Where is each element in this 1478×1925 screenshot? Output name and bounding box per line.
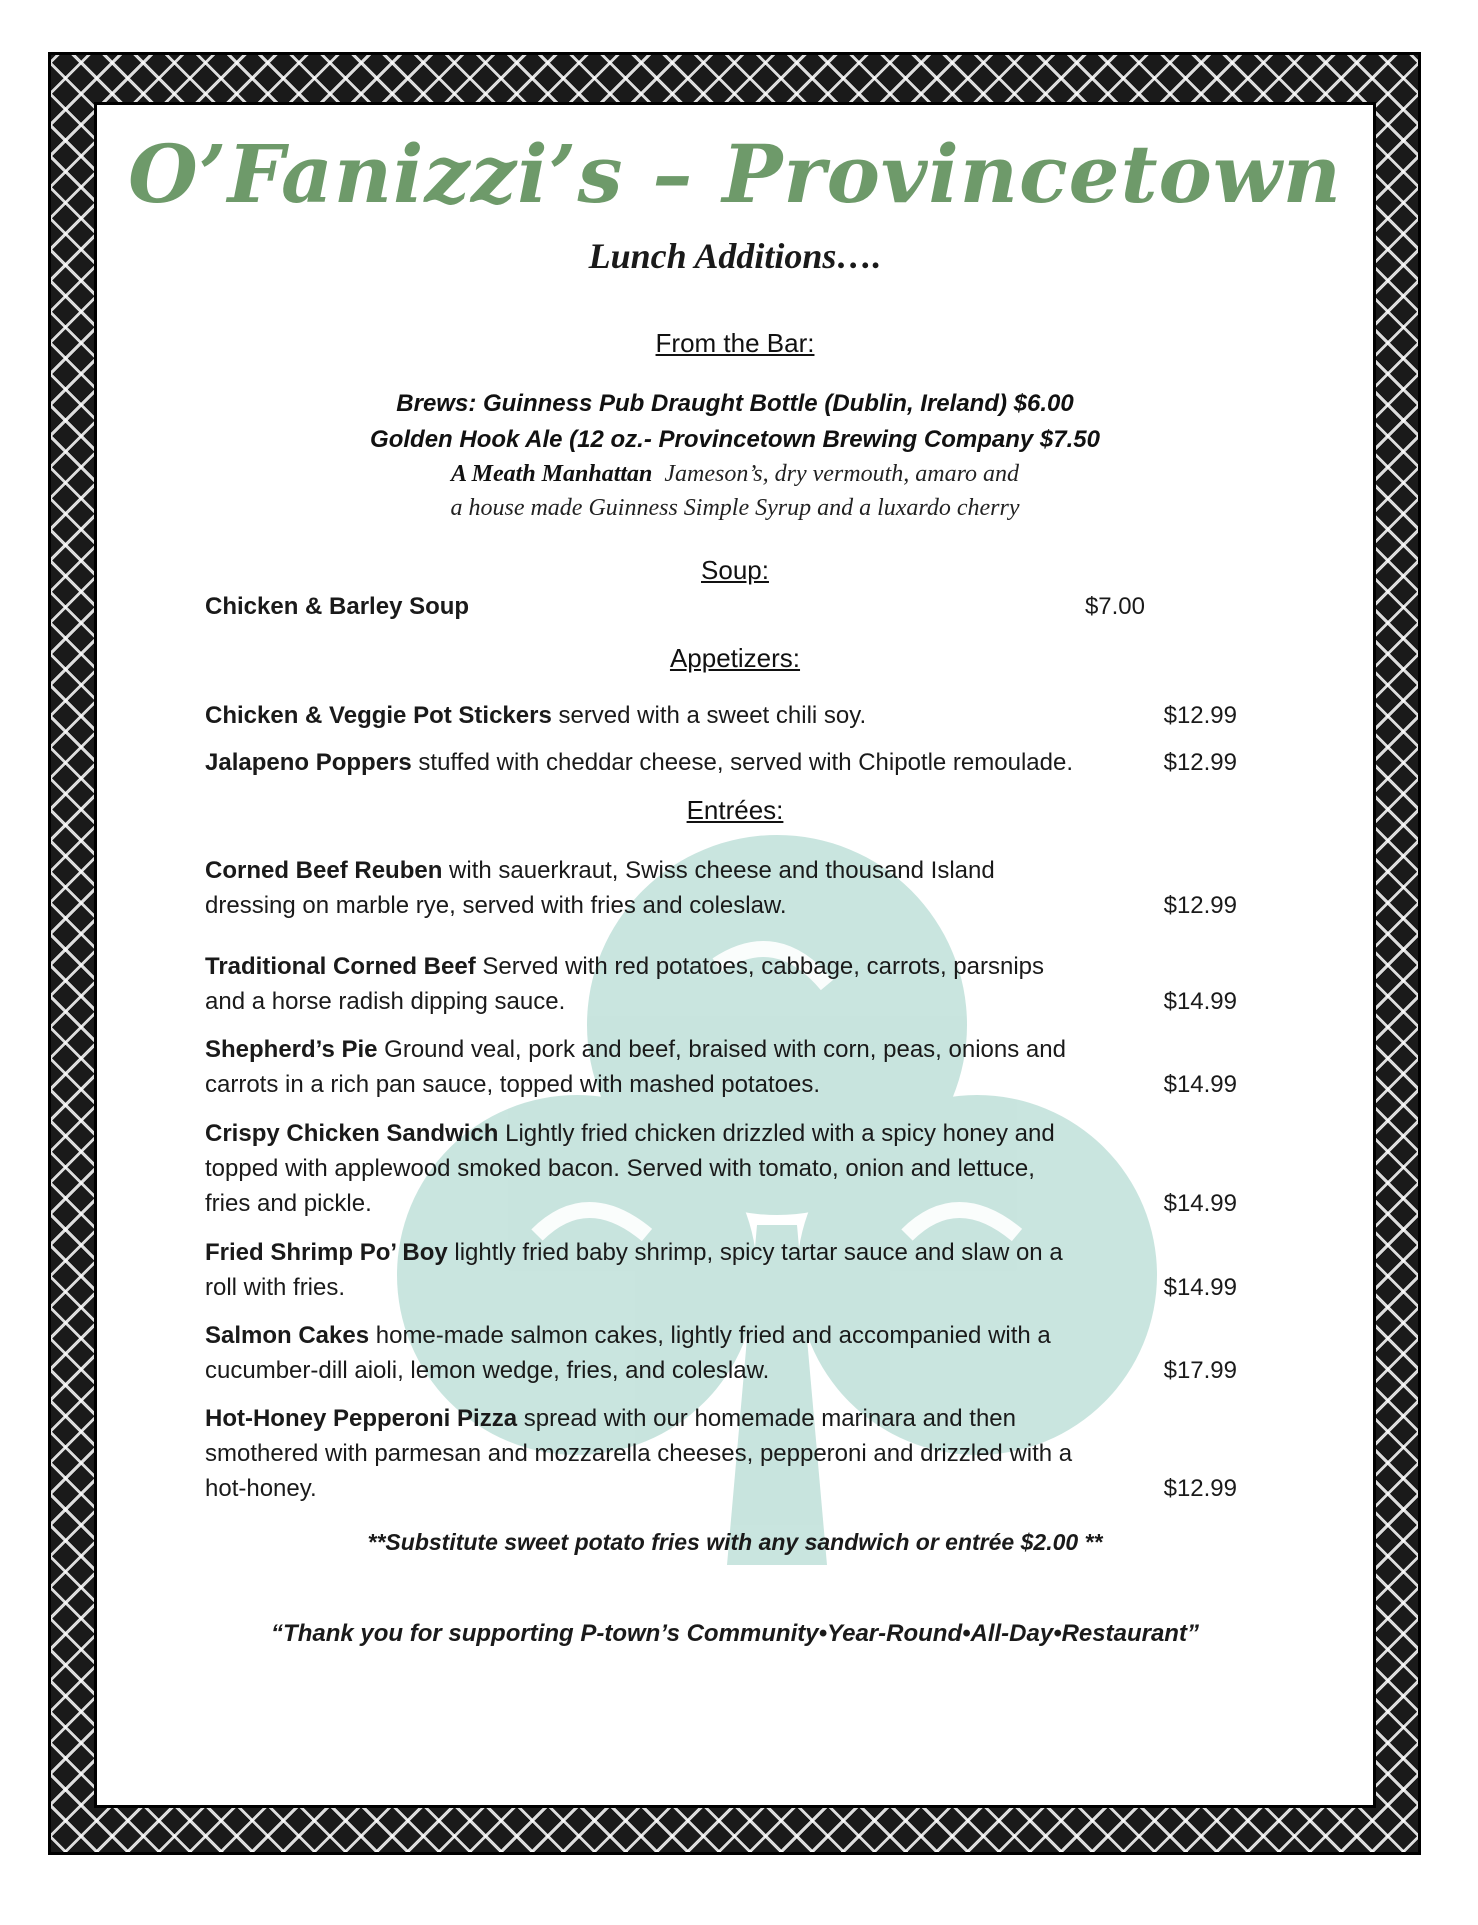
menu-page xyxy=(94,102,1376,1808)
menu-item xyxy=(205,853,1255,923)
item-desc: Served with red potatoes, cabbage, carrots, parsnips and a horse radish dipping sauce. xyxy=(205,953,1045,1015)
menu-item xyxy=(205,589,1255,624)
item-price: $14.99 xyxy=(1163,1274,1237,1301)
menu-item xyxy=(205,1401,1255,1506)
item-desc: spread with our homemade marinara and then smothered with parmesan and mozzarella cheeses, pepperoni and drizzled with a hot-honey. xyxy=(205,1405,1073,1502)
item-name: Crispy Chicken Sandwich xyxy=(205,1120,499,1147)
menu-item xyxy=(205,698,1255,733)
soup-heading: Soup: xyxy=(701,555,769,585)
item-name: Chicken & Barley Soup xyxy=(205,593,470,620)
item-price: $12.99 xyxy=(1163,892,1237,919)
thank-you-note: “Thank you for supporting P-town’s Community•Year-Round•All-Day•Restaurant” xyxy=(271,1620,1199,1647)
bar-brews-line: Brews: Guinness Pub Draught Bottle (Dublin, Ireland) $6.00 xyxy=(396,390,1074,417)
appetizers-heading: Appetizers: xyxy=(669,643,801,673)
bar-ale-line: Golden Hook Ale (12 oz.- Provincetown Brewing Company $7.50 xyxy=(370,426,1100,453)
item-price: $14.99 xyxy=(1163,1190,1237,1217)
item-price: $7.00 xyxy=(1084,593,1145,620)
restaurant-title: O’Fanizzi’s – Provincetown xyxy=(128,127,1342,221)
substitution-note: **Substitute sweet potato fries with any sandwich or entrée $2.00 ** xyxy=(367,1529,1103,1555)
cocktail-desc-2: a house made Guinness Simple Syrup and a luxardo cherry xyxy=(450,495,1020,521)
item-desc: with sauerkraut, Swiss cheese and thousand Island dressing on marble rye, served with fries and coleslaw. xyxy=(205,857,995,919)
item-price: $12.99 xyxy=(1163,1475,1237,1502)
menu-subtitle: Lunch Additions…. xyxy=(588,236,882,276)
item-desc: Ground veal, pork and beef, braised with corn, peas, onions and carrots in a rich pan sauce, topped with mashed potatoes. xyxy=(205,1036,1066,1098)
menu-item xyxy=(205,1318,1255,1388)
item-price: $12.99 xyxy=(1163,749,1237,776)
entrees-heading: Entrées: xyxy=(686,795,784,825)
cocktail-line xyxy=(97,461,1373,488)
item-desc: stuffed with cheddar cheese, served with Chipotle remoulade. xyxy=(411,749,1073,776)
item-name: Salmon Cakes xyxy=(205,1322,370,1349)
item-name: Corned Beef Reuben xyxy=(205,857,443,884)
item-desc: served with a sweet chili soy. xyxy=(551,702,867,729)
item-desc: home-made salmon cakes, lightly fried and accompanied with a cucumber-dill aioli, lemon wedge, fries, and coleslaw. xyxy=(205,1322,1051,1384)
menu-item xyxy=(205,1032,1255,1102)
item-name: Hot-Honey Pepperoni Pizza xyxy=(205,1405,518,1432)
menu-item xyxy=(205,1116,1255,1221)
bar-heading: From the Bar: xyxy=(655,328,815,358)
cocktail-desc: Jameson’s, dry vermouth, amaro and xyxy=(664,461,1020,487)
item-desc: lightly fried baby shrimp, spicy tartar sauce and slaw on a roll with fries. xyxy=(205,1239,1063,1301)
item-name: Jalapeno Poppers xyxy=(205,749,412,776)
item-price: $14.99 xyxy=(1163,988,1237,1015)
menu-item xyxy=(205,1235,1255,1305)
item-desc: Lightly fried chicken drizzled with a spicy honey and topped with applewood smoked bacon. Served with tomato, onion and lettuce, fries and pickle. xyxy=(205,1120,1055,1217)
menu-item xyxy=(205,745,1285,780)
item-price: $12.99 xyxy=(1163,702,1237,729)
menu-item xyxy=(205,949,1255,1019)
item-price: $14.99 xyxy=(1163,1071,1237,1098)
item-name: Shepherd’s Pie xyxy=(205,1036,378,1063)
item-name: Chicken & Veggie Pot Stickers xyxy=(205,702,552,729)
item-price: $17.99 xyxy=(1163,1357,1237,1384)
cocktail-name: A Meath Manhattan xyxy=(450,461,653,487)
item-name: Fried Shrimp Po’ Boy xyxy=(205,1239,448,1266)
item-name: Traditional Corned Beef xyxy=(205,953,476,980)
